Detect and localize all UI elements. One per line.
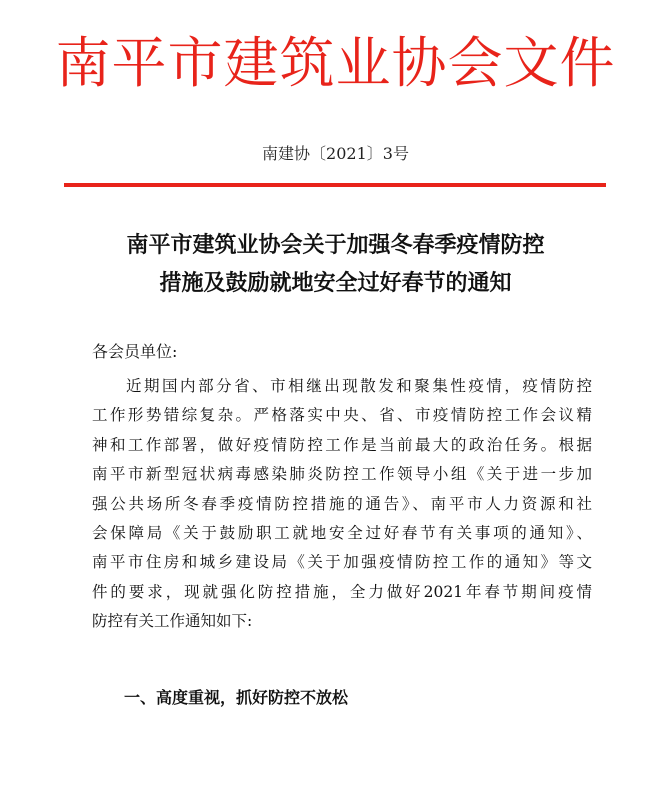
body-paragraph	[92, 372, 592, 637]
body-line: 工作形势错综复杂。严格落实中央、省、市疫情防控工作会议精	[92, 406, 592, 425]
document-masthead: 南平市建筑业协会文件	[55, 31, 616, 95]
notice-title	[0, 227, 671, 303]
notice-title-line-2: 措施及鼓励就地安全过好春节的通知	[159, 271, 512, 296]
body-line: 近期国内部分省、市相继出现散发和聚集性疫情，疫情防控	[126, 377, 592, 395]
body-line: 南平市新型冠状病毒感染肺炎防控工作领导小组《关于进一步加	[92, 465, 592, 484]
body-line: 防控有关工作通知如下:	[92, 612, 253, 631]
body-line: 强公共场所冬春季疫情防控措施的通告》、南平市人力资源和社	[92, 494, 592, 513]
salutation: 各会员单位:	[92, 342, 178, 361]
section-heading-1: 一、高度重视，抓好防控不放松	[124, 688, 349, 707]
red-divider-rule	[64, 183, 606, 187]
body-line: 南平市住房和城乡建设局《关于加强疫情防控工作的通知》等文	[92, 553, 592, 572]
notice-title-line-1: 南平市建筑业协会关于加强冬春季疫情防控	[126, 233, 545, 258]
document-number: 南建协〔2021〕3号	[262, 144, 409, 163]
body-line: 会保障局《关于鼓励职工就地安全过好春节有关事项的通知》、	[92, 523, 592, 542]
body-line: 神和工作部署，做好疫情防控工作是当前最大的政治任务。根据	[92, 435, 592, 454]
body-line: 件的要求，现就强化防控措施，全力做好2021年春节期间疫情	[92, 582, 592, 601]
